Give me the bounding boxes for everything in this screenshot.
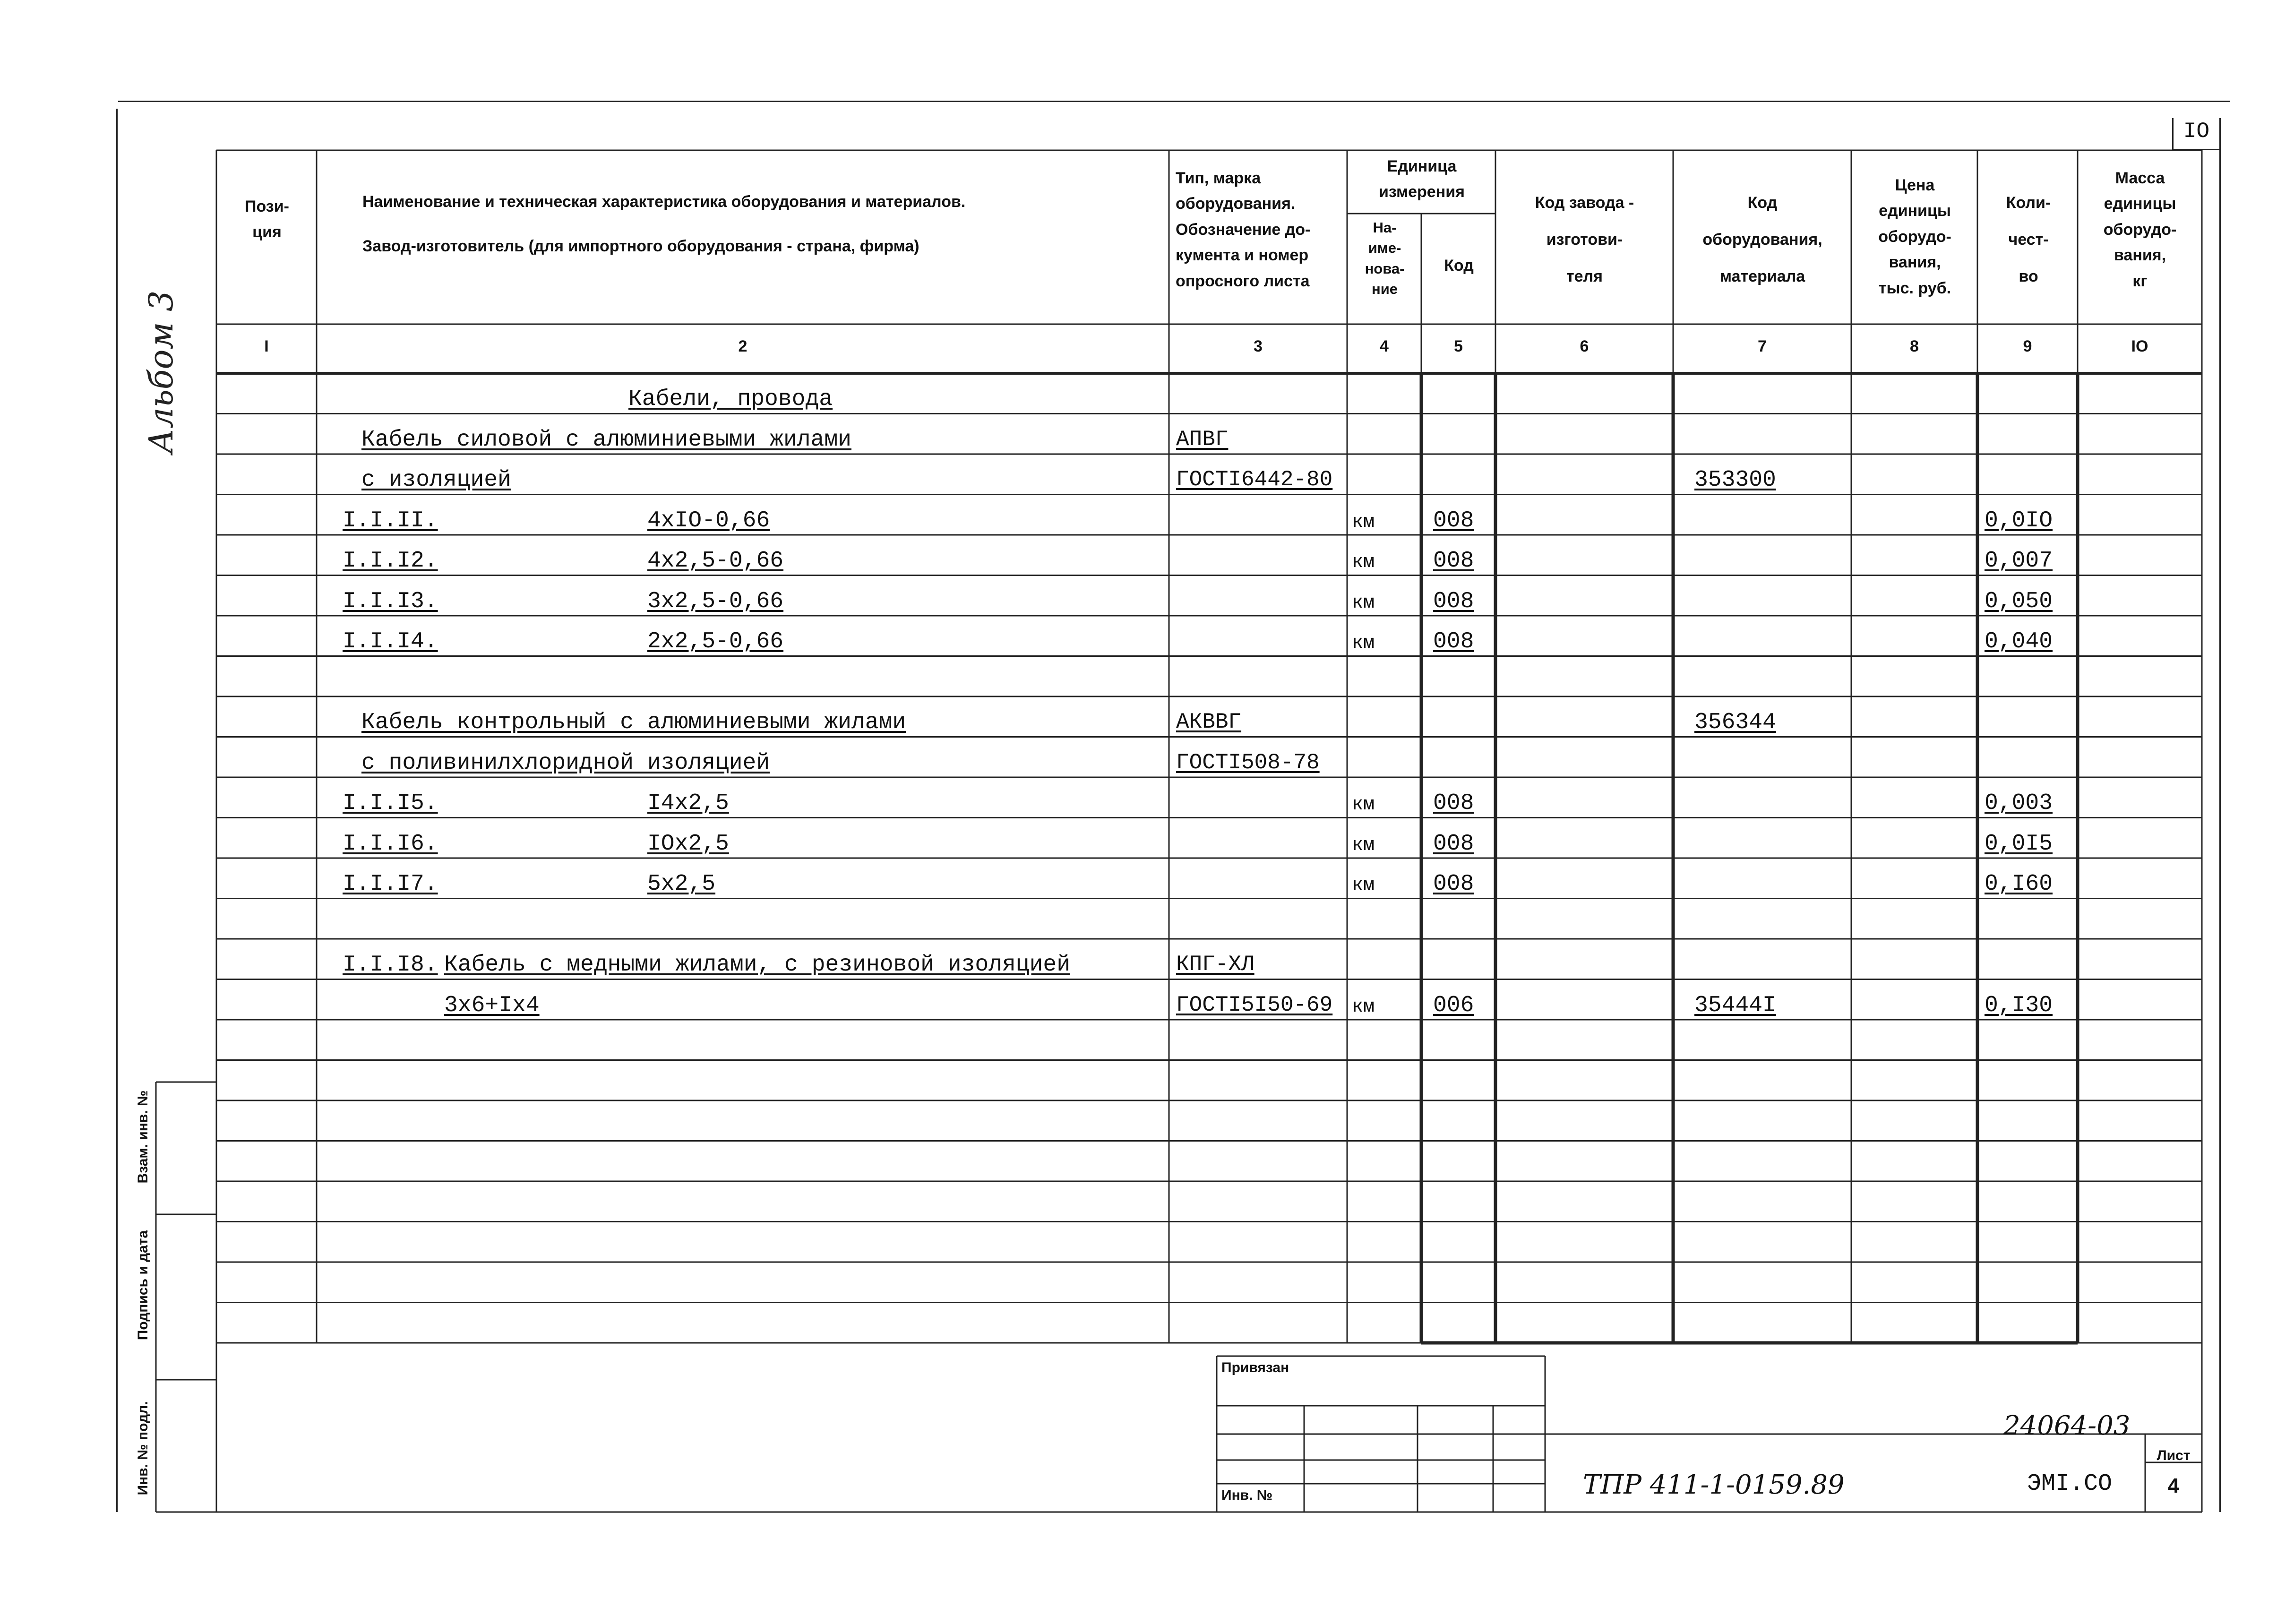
row-unit: км [1352,996,1375,1018]
header-col7: Код оборудования, материала [1702,194,1822,286]
column-number-6: 6 [1580,337,1589,355]
row-name: IOx2,5 [647,831,729,857]
row-name: Кабели, провода [628,387,833,412]
title-block-handwritten-number: 24064-03 [2003,1410,2131,1441]
row-quantity: 0,0I5 [1985,831,2053,857]
row-unit-code: 006 [1433,992,1474,1018]
row-type: АПВГ [1176,427,1229,452]
title-block-list-number: 4 [2167,1474,2180,1497]
row-quantity: 0,040 [1985,629,2053,654]
row-unit-code: 008 [1433,507,1474,533]
row-material-code: 35444I [1694,992,1776,1018]
row-position: I.I.I8. [343,952,438,978]
row-name: 3x6+Ix4 [444,992,540,1018]
row-type: ГОСТI6442-80 [1176,467,1333,492]
title-block-list-label: Лист [2157,1448,2191,1463]
column-number-5: 5 [1454,337,1463,355]
row-unit: км [1352,875,1375,896]
header-col4-group: Единица измерения [1379,157,1465,201]
row-quantity: 0,050 [1985,588,2053,614]
title-block-inv-no: Инв. № [1221,1487,1273,1503]
row-name: с изоляцией [361,467,511,493]
row-unit-code: 008 [1433,791,1474,816]
row-name: 3x2,5-0,66 [647,588,784,614]
title-block-privyazan: Привязан [1221,1360,1289,1375]
header-col8: Цена единицы оборудо- вания, тыс. руб. [1878,176,1951,297]
row-unit-code: 008 [1433,548,1474,574]
header-col5: Код [1444,257,1474,275]
row-unit-code: 008 [1433,588,1474,614]
header-col10: Масса единицы оборудо- вания, кг [2103,169,2177,290]
row-quantity: 0,0IO [1985,507,2053,533]
header-col2: Наименование и техническая характеристика оборудования и материалов. Завод-изготовитель (для импортного оборудования - страна, фирма) [362,193,966,256]
side-stamp-podpis-data: Подпись и дата [135,1230,151,1340]
header-col9: Коли- чест- во [2006,194,2051,286]
row-position: I.I.I6. [343,831,438,857]
row-unit: км [1352,794,1375,816]
header-col3: Тип, марка оборудования. Обозначение до- кумента и номер опросного листа [1176,169,1311,290]
row-material-code: 353300 [1694,467,1776,493]
row-position: I.I.I5. [343,791,438,816]
row-unit-code: 008 [1433,871,1474,897]
column-number-2: 2 [738,337,748,355]
column-number-1: I [264,337,269,355]
row-unit: км [1352,511,1375,533]
row-type: ГОСТI508-78 [1176,750,1320,775]
row-unit-code: 008 [1433,629,1474,654]
row-unit: км [1352,834,1375,856]
sheet-top-number: IO [2183,119,2210,144]
column-number-9: 9 [2023,337,2032,355]
row-position: I.I.I7. [343,871,438,897]
row-unit-code: 008 [1433,831,1474,857]
row-name: Кабель с медными жилами, с резиновой изоляцией [444,952,1071,978]
row-unit: км [1352,552,1375,573]
row-position: I.I.II. [343,507,438,533]
side-stamp-vzam-inv: Взам. инв. № [135,1090,151,1184]
column-number-8: 8 [1910,337,1919,355]
side-stamp-inv-podl: Инв. № подл. [135,1401,151,1495]
header-col4: На- име- нова- ние [1365,219,1405,298]
row-quantity: 0,I30 [1985,992,2053,1018]
row-name: I4x2,5 [647,791,729,816]
row-name: 4xIO-0,66 [647,507,770,533]
row-type: ГОСТI5I50-69 [1176,992,1333,1017]
column-number-10: IO [2131,337,2148,355]
row-name: 4x2,5-0,66 [647,548,784,574]
row-name: 2x2,5-0,66 [647,629,784,654]
column-number-3: 3 [1254,337,1263,355]
column-number-4: 4 [1380,337,1389,355]
row-quantity: 0,007 [1985,548,2053,574]
row-unit: км [1352,592,1375,614]
row-name: Кабель контрольный с алюминиевыми жилами [361,710,906,735]
row-quantity: 0,I60 [1985,871,2053,897]
title-block-sheet-code: ЭМI.CO [2027,1470,2113,1497]
header-col1: Пози- ция [245,198,289,241]
row-position: I.I.I2. [343,548,438,574]
row-position: I.I.I3. [343,588,438,614]
row-type: АКВВГ [1176,710,1242,734]
row-name: Кабель силовой с алюминиевыми жилами [361,427,851,453]
column-number-7: 7 [1758,337,1767,355]
header-col6: Код завода - изготови- теля [1535,194,1634,286]
album-label: Альбом 3 [142,290,180,454]
row-name: 5x2,5 [647,871,716,897]
row-name: с поливинилхлоридной изоляцией [361,750,770,776]
row-position: I.I.I4. [343,629,438,654]
row-unit: км [1352,633,1375,654]
row-quantity: 0,003 [1985,791,2053,816]
row-material-code: 356344 [1694,710,1776,735]
title-block-doc-code: ТПР 411-1-0159.89 [1583,1469,1845,1500]
row-type: КПГ-ХЛ [1176,952,1254,977]
